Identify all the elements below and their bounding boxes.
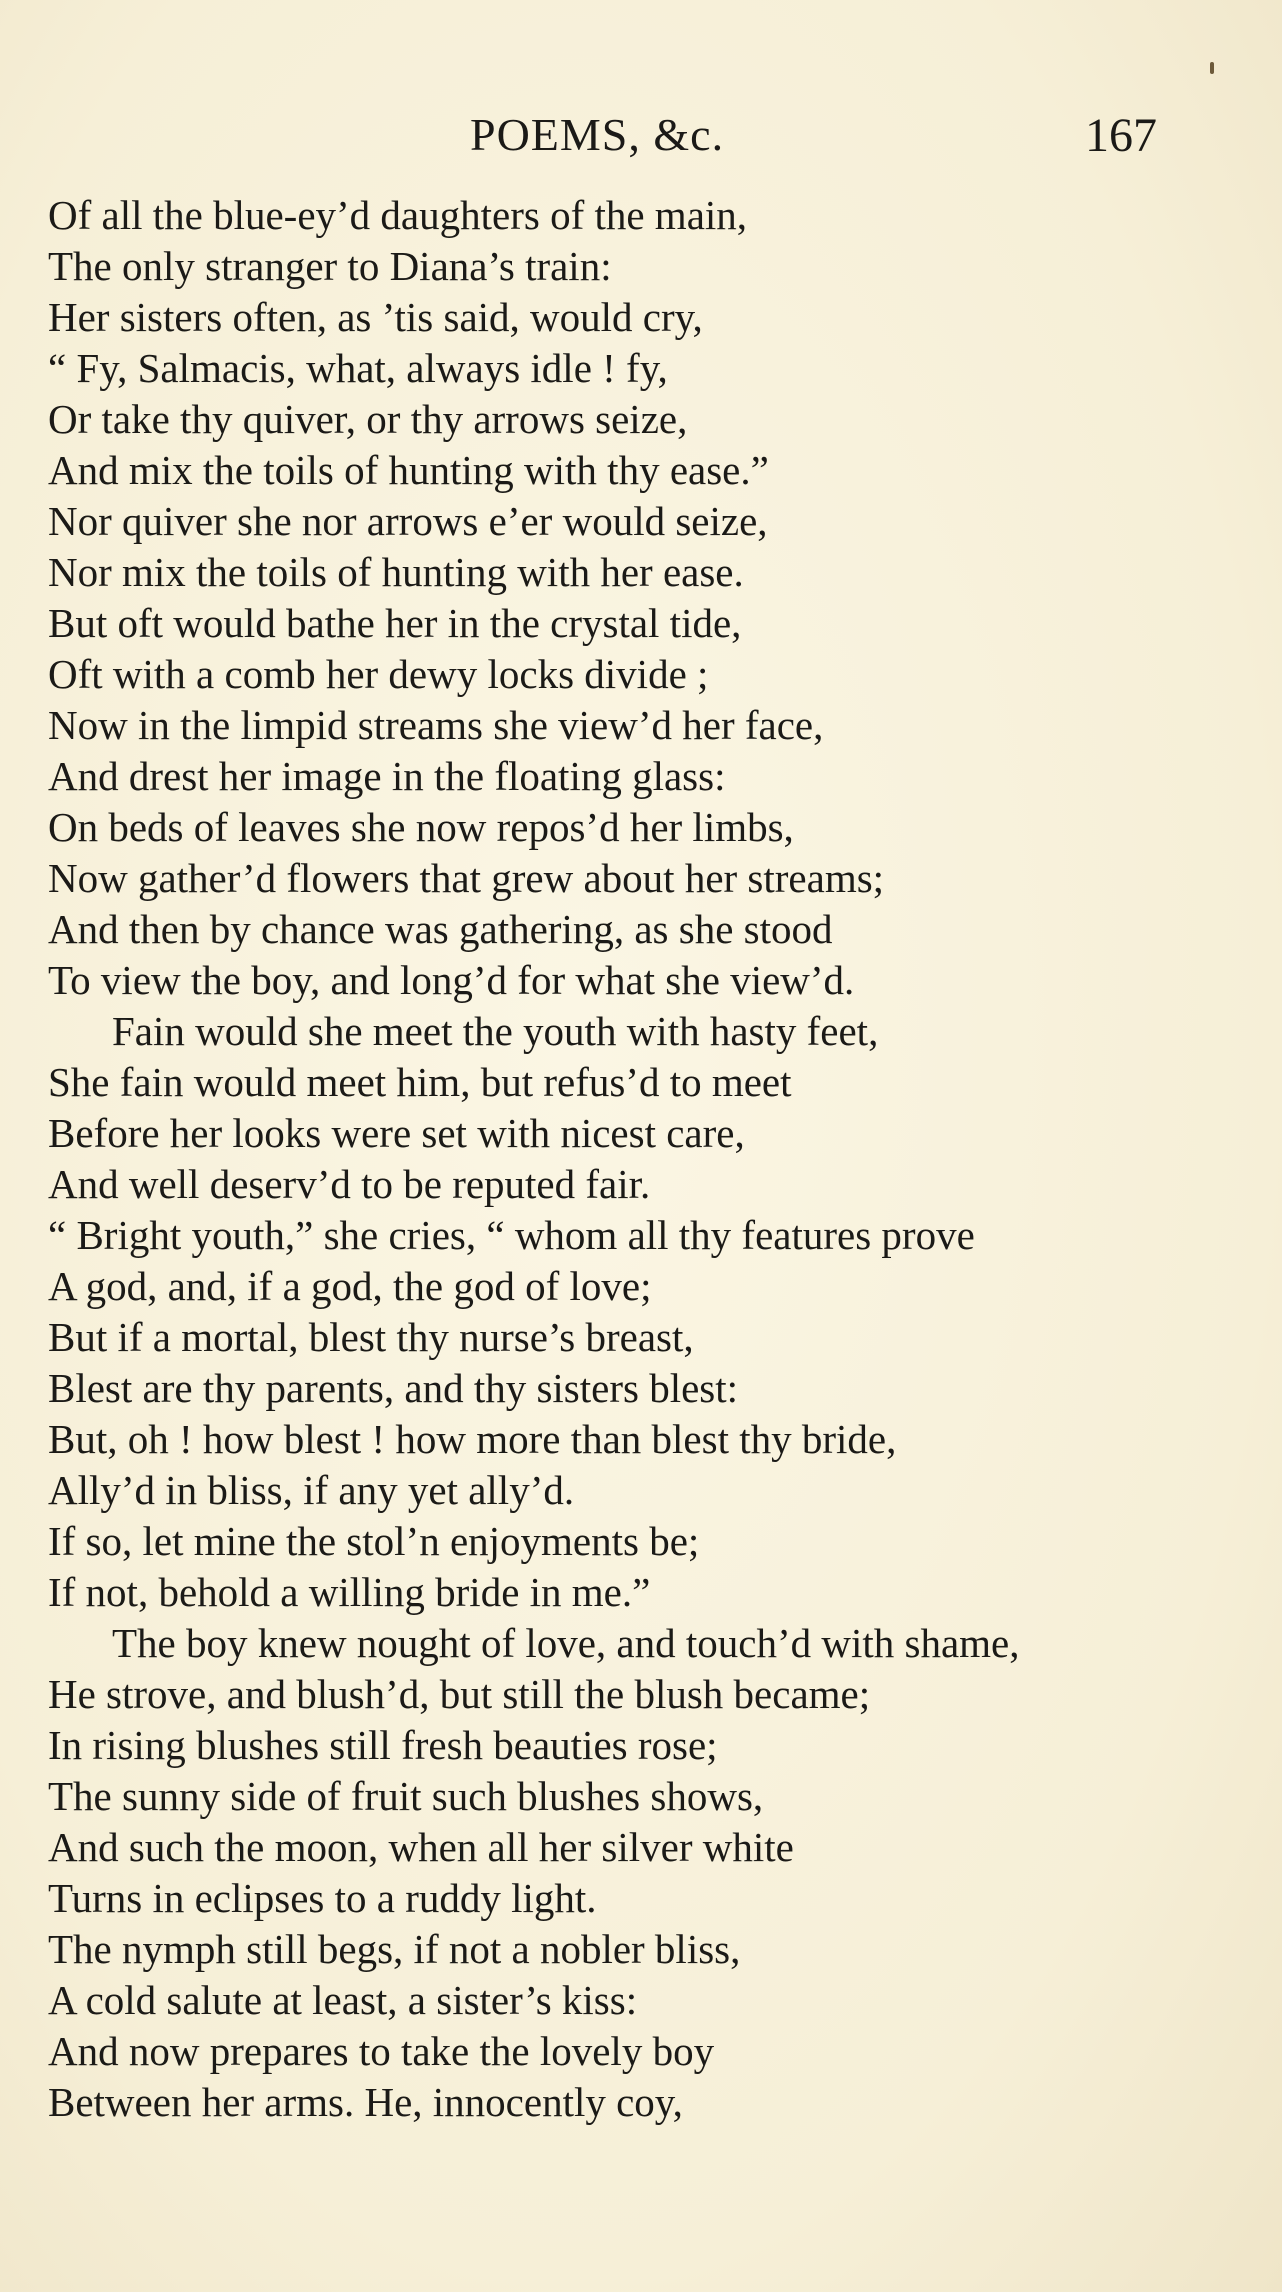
poem-line: Of all the blue-ey’d daughters of the main, (48, 192, 748, 238)
poem-line: But if a mortal, blest thy nurse’s breast, (48, 1314, 694, 1360)
poem-line: Blest are thy parents, and thy sisters blest: (48, 1365, 739, 1411)
poem-line: “ Fy, Salmacis, what, always idle ! fy, (48, 345, 668, 391)
poem-line: Before her looks were set with nicest care, (48, 1110, 745, 1156)
poem-line: Nor quiver she nor arrows e’er would seize, (48, 498, 768, 544)
poem-line: Her sisters often, as ’tis said, would cry, (48, 294, 703, 340)
poem-line: “ Bright youth,” she cries, “ whom all thy features prove (48, 1212, 975, 1258)
poem-line: A cold salute at least, a sister’s kiss: (48, 1977, 638, 2023)
page-header (0, 108, 1282, 168)
poem-line: She fain would meet him, but refus’d to meet (48, 1059, 792, 1105)
poem-text (48, 190, 1228, 2128)
page-number: 167 (1085, 109, 1157, 162)
poem-line: Oft with a comb her dewy locks divide ; (48, 651, 709, 697)
poem-line: To view the boy, and long’d for what she view’d. (48, 957, 855, 1003)
poem-line: And then by chance was gathering, as she stood (48, 906, 833, 952)
poem-line: The sunny side of fruit such blushes shows, (48, 1773, 764, 1819)
poem-line: Now gather’d flowers that grew about her streams; (48, 855, 885, 901)
poem-line: And such the moon, when all her silver white (48, 1824, 794, 1870)
poem-line: He strove, and blush’d, but still the blush became; (48, 1671, 871, 1717)
poem-line: But, oh ! how blest ! how more than blest thy bride, (48, 1416, 897, 1462)
poem-line: Nor mix the toils of hunting with her ease. (48, 549, 744, 595)
poem-line: Between her arms. He, innocently coy, (48, 2079, 683, 2125)
poem-line: Turns in eclipses to a ruddy light. (48, 1875, 597, 1921)
poem-line: A god, and, if a god, the god of love; (48, 1263, 652, 1309)
poem-line: Ally’d in bliss, if any yet ally’d. (48, 1467, 575, 1513)
poem-line: In rising blushes still fresh beauties rose; (48, 1722, 718, 1768)
poem-line: But oft would bathe her in the crystal tide, (48, 600, 742, 646)
poem-line: On beds of leaves she now repos’d her limbs, (48, 804, 794, 850)
poem-line: If not, behold a willing bride in me.” (48, 1569, 651, 1615)
running-head: POEMS, &c. (470, 109, 725, 160)
poem-line: The only stranger to Diana’s train: (48, 243, 612, 289)
poem-line: If so, let mine the stol’n enjoyments be; (48, 1518, 700, 1564)
poem-line: Fain would she meet the youth with hasty feet, (112, 1008, 879, 1054)
poem-line: Now in the limpid streams she view’d her face, (48, 702, 824, 748)
poem-line: The boy knew nought of love, and touch’d with shame, (112, 1620, 1020, 1666)
poem-line: The nymph still begs, if not a nobler bliss, (48, 1926, 741, 1972)
poem-line: And now prepares to take the lovely boy (48, 2028, 715, 2074)
poem-line: And mix the toils of hunting with thy ease.” (48, 447, 769, 493)
ink-speck (1210, 62, 1214, 74)
poem-line: Or take thy quiver, or thy arrows seize, (48, 396, 688, 442)
poem-line: And well deserv’d to be reputed fair. (48, 1161, 651, 1207)
poem-line: And drest her image in the floating glass: (48, 753, 726, 799)
